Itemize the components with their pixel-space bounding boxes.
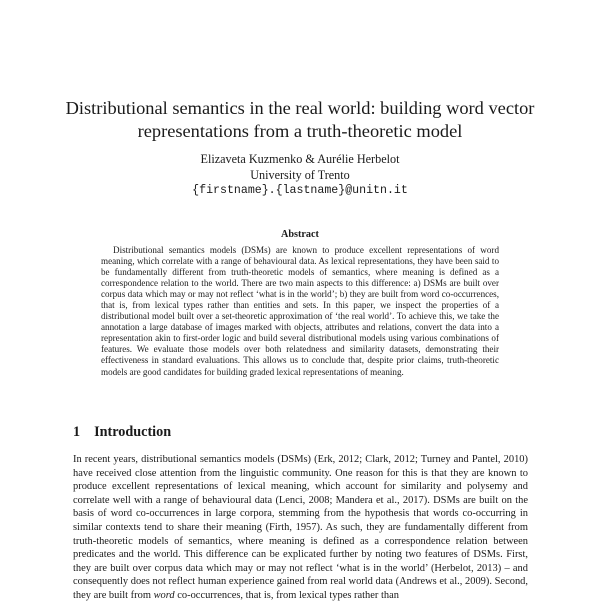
paper-title: Distributional semantics in the real world: building word vector representations from a truth-theoretic model <box>65 98 535 141</box>
author-email: {firstname}.{lastname}@unitn.it <box>192 184 408 197</box>
intro-italic-word: word <box>153 589 175 601</box>
intro-text-part-1: In recent years, distributional semantics models (DSMs) (Erk, 2012; Clark, 2012; Turney and Pantel, 2010) have received close attention from the linguistic community. One reason for this is that they are known to produce excellent representations of lexical meaning, which account for similarity and polysemy and correlate well with a range of behavioural data (Lenci, 2008; Mandera et al., 2017). DSMs are built on the basis of word co-occurrences in large corpora, stemming from the hypothesis that words co-occurring in similar contexts tend to share their meaning (Firth, 1957). As such, they are fundamentally different from truth-theoretic models of semantics, where meaning is defined as a correspondence relation between predicates and the world. This difference can be explicated further by noting two features of DSMs. First, they are built over corpus data which may or may not reflect ‘what is in the world’ (Herbelot, 2013) – and consequently does not reflect human experience gained from real world data (Andrews et al., 2009). Second, they are built from <box>73 454 528 601</box>
author-names: Elizaveta Kuzmenko & Aurélie Herbelot <box>200 152 400 166</box>
abstract-text: Distributional semantics models (DSMs) are known to produce excellent representations of word meaning, which correlate with a range of behavioural data. As lexical representations, they have been said to be fundamentally different from truth-theoretic models of semantics, where meaning is defined as a correspondence relation to the world. There are two main aspects to this difference: a) DSMs are built over corpus data which may or may not reflect ‘what is in the world’; b) they are built from word co-occurrences, that is, from lexical types rather than entities and sets. In this paper, we inspect the properties of a distributional model built over a set-theoretic approximation of ‘the real world’. To achieve this, we take the annotation a large database of images marked with objects, attributes and relations, convert the data into a representation akin to first-order logic and build several distributional models using various combinations of features. We evaluate those models over both relatedness and similarity datasets, demonstrating their effectiveness in standard evaluations. This allows us to conclude that, despite prior claims, truth-theoretic models are good candidates for building graded lexical representations of meaning. <box>101 245 499 377</box>
introduction-body <box>73 453 528 603</box>
author-affiliation: University of Trento <box>250 167 350 182</box>
intro-text-part-2: co-occurrences, that is, from lexical types rather than <box>174 589 399 601</box>
introduction-paragraph <box>73 453 528 603</box>
section-number: 1 <box>73 424 81 440</box>
author-block <box>100 152 500 199</box>
abstract-heading: Abstract <box>281 229 319 240</box>
section-heading <box>73 424 171 441</box>
section-title: Introduction <box>94 424 172 440</box>
